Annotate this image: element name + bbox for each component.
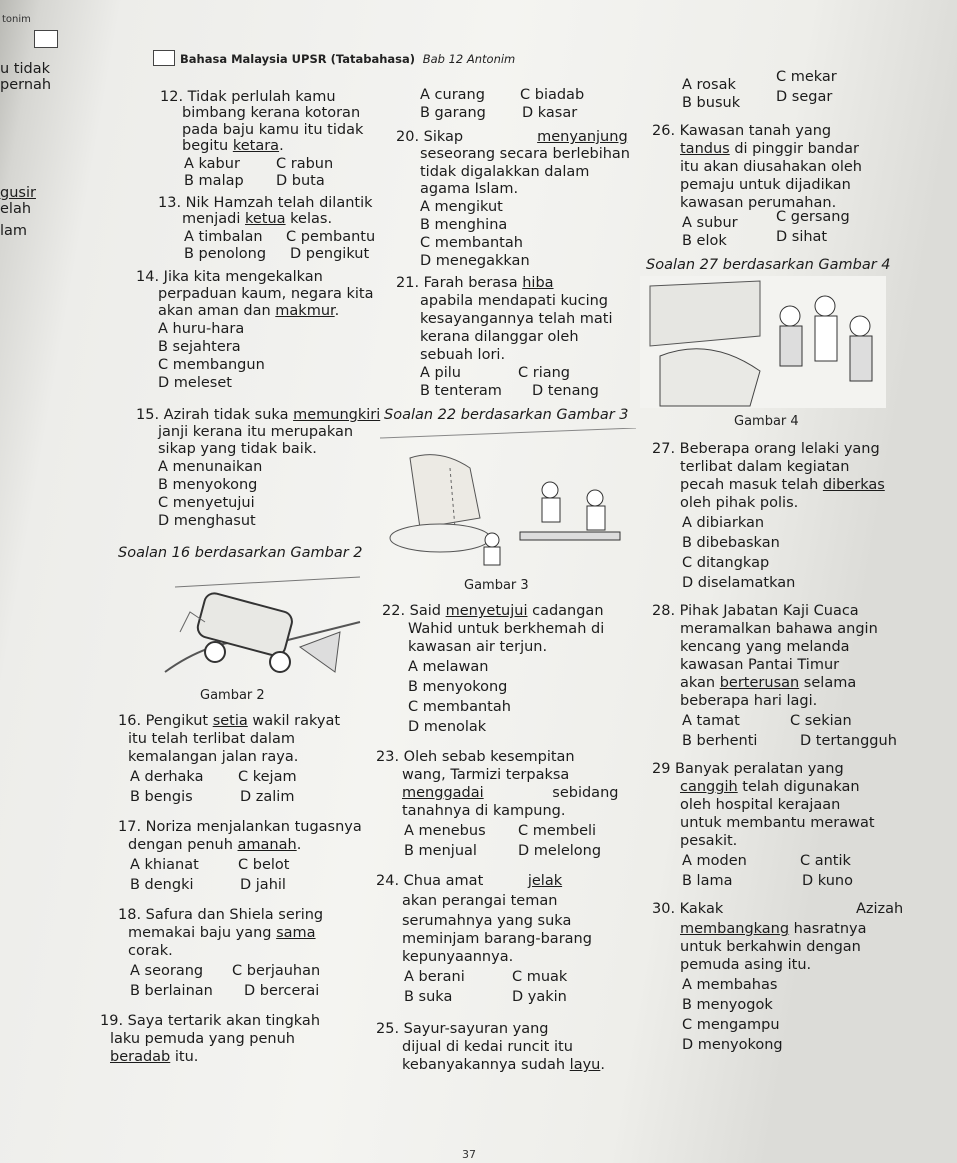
option[interactable]: D tertangguh — [800, 733, 897, 749]
q29-line: 29 Banyak peralatan yang — [652, 761, 844, 777]
underlined-word: diberkas — [822, 477, 885, 493]
underlined-word: berterusan — [719, 675, 800, 691]
option[interactable]: B lama — [682, 873, 733, 889]
option[interactable]: C menyetujui — [158, 495, 255, 511]
option[interactable]: A menunaikan — [158, 459, 263, 475]
option[interactable]: B menyokong — [408, 679, 508, 695]
option[interactable]: B elok — [682, 233, 727, 249]
option[interactable]: D menegakkan — [420, 253, 530, 269]
option[interactable]: A derhaka — [130, 769, 204, 785]
underlined-word: ketara — [232, 138, 280, 154]
left-edge-fragment: gusir — [0, 185, 36, 201]
option[interactable]: B tenteram — [420, 383, 502, 399]
option[interactable]: B suka — [404, 989, 453, 1005]
q24-line: akan perangai teman — [402, 893, 558, 909]
option[interactable]: D melelong — [518, 843, 602, 859]
underlined-word: memungkiri — [293, 407, 381, 423]
option[interactable]: B bengis — [130, 789, 193, 805]
option[interactable]: C rabun — [276, 156, 334, 172]
option[interactable]: D diselamatkan — [682, 575, 796, 591]
q12-line: begitu ketara. — [182, 138, 284, 154]
q15-line: janji kerana itu merupakan — [158, 424, 354, 440]
underlined-word: canggih — [680, 779, 738, 795]
option[interactable]: C antik — [800, 853, 851, 869]
option[interactable]: A timbalan — [184, 229, 263, 245]
option[interactable]: B dengki — [130, 877, 194, 893]
underlined-word: makmur — [275, 303, 335, 319]
q21-line: 21. Farah berasa hiba — [396, 275, 554, 291]
left-edge-fragment: tonim — [2, 14, 31, 25]
book-icon — [153, 50, 175, 66]
q25-line: dijual di kedai runcit itu — [402, 1039, 573, 1055]
option[interactable]: D sihat — [776, 229, 828, 245]
q26-line: 26. Kawasan tanah yang — [652, 123, 832, 139]
option[interactable]: D kasar — [522, 105, 578, 121]
q12-line: 12. Tidak perlulah kamu — [160, 89, 336, 105]
q29-line: untuk membantu merawat — [680, 815, 875, 831]
q15-line: 15. Azirah tidak suka memungkiri — [136, 407, 381, 423]
q12-line: pada baju kamu itu tidak — [182, 122, 364, 138]
waterfall-camping-illustration — [380, 428, 636, 576]
option[interactable]: A mengikut — [420, 199, 503, 215]
header-subtitle: Bab 12 Antonim — [422, 52, 516, 66]
q24-line: meminjam barang-barang — [402, 931, 592, 947]
option[interactable]: D menghasut — [158, 513, 256, 529]
option[interactable]: C ditangkap — [682, 555, 770, 571]
underlined-word: menggadai — [402, 785, 484, 801]
underlined-word: jelak — [527, 873, 563, 889]
q27-line: pecah masuk telah diberkas — [680, 477, 885, 493]
option[interactable]: C membeli — [518, 823, 597, 839]
option[interactable]: D zalim — [240, 789, 295, 805]
option[interactable]: D segar — [776, 89, 833, 105]
q15-line: sikap yang tidak baik. — [158, 441, 317, 457]
option[interactable]: A membahas — [682, 977, 778, 993]
q24-line: serumahnya yang suka — [402, 913, 572, 929]
option[interactable]: B dibebaskan — [682, 535, 780, 551]
option[interactable]: C berjauhan — [232, 963, 321, 979]
option[interactable]: C membantah — [408, 699, 511, 715]
q27-line: 27. Beberapa orang lelaki yang — [652, 441, 880, 457]
q28-line: meramalkan bahawa angin — [680, 621, 878, 637]
option[interactable]: C mengampu — [682, 1017, 780, 1033]
option[interactable]: D yakin — [512, 989, 567, 1005]
q30-line: pemuda asing itu. — [680, 957, 812, 973]
option[interactable]: A moden — [682, 853, 747, 869]
option[interactable]: A tamat — [682, 713, 740, 729]
option[interactable]: B busuk — [682, 95, 741, 111]
q23-line: 23. Oleh sebab kesempitan — [376, 749, 575, 765]
q29-line: oleh hospital kerajaan — [680, 797, 841, 813]
q26-line: pemaju untuk dijadikan — [680, 177, 851, 193]
option[interactable]: A khianat — [130, 857, 199, 873]
q20-line: agama Islam. — [420, 181, 519, 197]
q21-line: sebuah lori. — [420, 347, 506, 363]
q25-line: kebanyakannya sudah layu. — [402, 1057, 605, 1073]
q22-line: Wahid untuk berkhemah di — [408, 621, 605, 637]
q27-line: terlibat dalam kegiatan — [680, 459, 850, 475]
police-arrest-illustration — [640, 276, 886, 408]
option[interactable]: B sejahtera — [158, 339, 241, 355]
q21-line: apabila mendapati kucing — [420, 293, 609, 309]
option[interactable]: C pembantu — [286, 229, 376, 245]
underlined-word: ketua — [245, 211, 286, 227]
option[interactable]: D pengikut — [290, 246, 370, 262]
option[interactable]: C membantah — [420, 235, 523, 251]
q28-line: beberapa hari lagi. — [680, 693, 818, 709]
q28-line: 28. Pihak Jabatan Kaji Cuaca — [652, 603, 859, 619]
option[interactable]: C membangun — [158, 357, 265, 373]
underlined-word: beradab — [110, 1049, 171, 1065]
underlined-word: membangkang — [680, 921, 790, 937]
q28-line: kawasan Pantai Timur — [680, 657, 840, 673]
option[interactable]: C sekian — [790, 713, 852, 729]
left-edge-fragment: u tidak — [0, 61, 50, 77]
q16-line: 16. Pengikut setia wakil rakyat — [118, 713, 341, 729]
q23-line: menggadai sebidang — [402, 785, 619, 801]
q24-line: kepunyaannya. — [402, 949, 514, 965]
option[interactable]: B berhenti — [682, 733, 758, 749]
q18-line: memakai baju yang sama — [128, 925, 316, 941]
left-edge-fragment: elah — [0, 201, 32, 217]
q24-line: 24. Chua amat jelak — [376, 873, 563, 889]
option[interactable]: D jahil — [240, 877, 286, 893]
underlined-word: setia — [212, 713, 248, 729]
q29-line: pesakit. — [680, 833, 738, 849]
option[interactable]: C gersang — [776, 209, 850, 225]
figure-caption: Gambar 2 — [200, 688, 265, 703]
option[interactable]: A melawan — [408, 659, 489, 675]
q19-line: beradab itu. — [110, 1049, 199, 1065]
option[interactable]: A pilu — [420, 365, 461, 381]
q16-line: kemalangan jalan raya. — [128, 749, 299, 765]
q18-line: corak. — [128, 943, 173, 959]
option[interactable]: C muak — [512, 969, 568, 985]
q19-line: laku pemuda yang penuh — [110, 1031, 295, 1047]
figure-intro: Soalan 22 berdasarkan Gambar 3 — [384, 407, 629, 423]
option[interactable]: D bercerai — [244, 983, 320, 999]
option[interactable]: A seorang — [130, 963, 204, 979]
option[interactable]: A curang — [420, 87, 485, 103]
option[interactable]: D kuno — [802, 873, 853, 889]
q28-line: kencang yang melanda — [680, 639, 850, 655]
q25-line: 25. Sayur-sayuran yang — [376, 1021, 549, 1037]
book-icon — [34, 30, 58, 48]
page-number: 37 — [462, 1148, 476, 1161]
option[interactable]: B penolong — [184, 246, 267, 262]
option[interactable]: C belot — [238, 857, 290, 873]
figure-caption: Gambar 4 — [734, 414, 799, 429]
q21-line: kesayangannya telah mati — [420, 311, 613, 327]
q30-line: membangkang hasratnya — [680, 921, 867, 937]
q13-line: 13. Nik Hamzah telah dilantik — [158, 195, 373, 211]
q14-line: akan aman dan makmur. — [158, 303, 340, 319]
q18-line: 18. Safura dan Shiela sering — [118, 907, 324, 923]
q26-line: kawasan perumahan. — [680, 195, 837, 211]
car-accident-illustration — [160, 562, 370, 682]
option[interactable]: A huru-hara — [158, 321, 245, 337]
q26-line: tandus di pinggir bandar — [680, 141, 859, 157]
q14-line: 14. Jika kita mengekalkan — [136, 269, 323, 285]
q27-line: oleh pihak polis. — [680, 495, 799, 511]
q30-line: untuk berkahwin dengan — [680, 939, 861, 955]
option[interactable]: B garang — [420, 105, 486, 121]
left-edge-fragment: lam — [0, 223, 28, 239]
option[interactable]: D menyokong — [682, 1037, 783, 1053]
q19-line: 19. Saya tertarik akan tingkah — [100, 1013, 321, 1029]
q21-line: kerana dilanggar oleh — [420, 329, 579, 345]
option[interactable]: B menyokong — [158, 477, 258, 493]
option[interactable]: C kejam — [238, 769, 297, 785]
q28-line: akan berterusan selama — [680, 675, 857, 691]
figure-intro: Soalan 16 berdasarkan Gambar 2 — [118, 545, 363, 561]
figure-intro: Soalan 27 berdasarkan Gambar 4 — [646, 257, 891, 273]
q23-line: tanahnya di kampung. — [402, 803, 566, 819]
q16-line: itu telah terlibat dalam — [128, 731, 295, 747]
q29-line: canggih telah digunakan — [680, 779, 860, 795]
q17-line: dengan penuh amanah. — [128, 837, 302, 853]
option[interactable]: A berani — [404, 969, 465, 985]
option[interactable]: D meleset — [158, 375, 232, 391]
header-title: Bahasa Malaysia UPSR (Tatabahasa) — [180, 52, 416, 66]
option[interactable]: A dibiarkan — [682, 515, 765, 531]
option[interactable]: D tenang — [532, 383, 599, 399]
q22-line: kawasan air terjun. — [408, 639, 548, 655]
q23-line: wang, Tarmizi terpaksa — [402, 767, 570, 783]
q26-line: itu akan diusahakan oleh — [680, 159, 863, 175]
q20-line: tidak digalakkan dalam — [420, 164, 590, 180]
option[interactable]: B menjual — [404, 843, 477, 859]
underlined-word: menyanjung — [537, 129, 628, 145]
option[interactable]: D buta — [276, 173, 325, 189]
underlined-word: hiba — [522, 275, 554, 291]
option[interactable]: C riang — [518, 365, 571, 381]
q30-line: Azizah — [856, 901, 904, 917]
option[interactable]: B menghina — [420, 217, 508, 233]
q14-line: perpaduan kaum, negara kita — [158, 286, 374, 302]
underlined-word: sama — [276, 925, 316, 941]
q22-line: 22. Said menyetujui cadangan — [382, 603, 604, 619]
underlined-word: layu — [569, 1057, 601, 1073]
option[interactable]: B menyogok — [682, 997, 773, 1013]
q12-line: bimbang kerana kotoran — [182, 105, 361, 121]
option[interactable]: A subur — [682, 215, 738, 231]
page-header — [180, 52, 515, 66]
q13-line: menjadi ketua kelas. — [182, 211, 333, 227]
q20-line: 20. Sikap menyanjung — [396, 129, 628, 145]
option[interactable]: A kabur — [184, 156, 240, 172]
option[interactable]: A menebus — [404, 823, 486, 839]
option[interactable]: C mekar — [776, 69, 837, 85]
option[interactable]: A rosak — [682, 77, 736, 93]
q17-line: 17. Noriza menjalankan tugasnya — [118, 819, 362, 835]
underlined-word: tandus — [680, 141, 730, 157]
option[interactable]: B berlainan — [130, 983, 213, 999]
left-edge-fragment: pernah — [0, 77, 52, 93]
option[interactable]: C biadab — [520, 87, 585, 103]
figure-caption: Gambar 3 — [464, 578, 529, 593]
q20-line: seseorang secara berlebihan — [420, 146, 630, 162]
q30-line: 30. Kakak — [652, 901, 724, 917]
option[interactable]: B malap — [184, 173, 244, 189]
underlined-word: menyetujui — [445, 603, 528, 619]
option[interactable]: D menolak — [408, 719, 487, 735]
underlined-word: amanah — [237, 837, 297, 853]
